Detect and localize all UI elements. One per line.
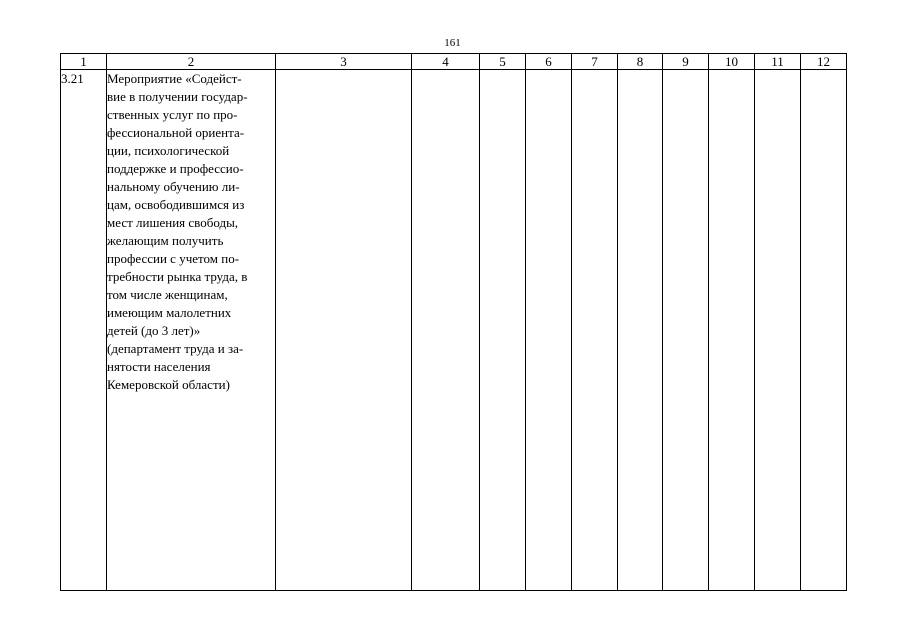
table-cell-col-9 (663, 70, 709, 591)
page-number: 161 (444, 37, 461, 49)
row-number: 3.21 (61, 70, 107, 591)
column-header-2: 2 (107, 54, 276, 70)
measures-table (60, 53, 847, 591)
table-cell-col-4 (412, 70, 480, 591)
table-cell-col-5 (480, 70, 526, 591)
table-cell-col-12 (801, 70, 847, 591)
column-header-5: 5 (480, 54, 526, 70)
column-header-6: 6 (526, 54, 572, 70)
header-row (61, 54, 847, 70)
column-header-4: 4 (412, 54, 480, 70)
table-cell-col-10 (709, 70, 755, 591)
column-header-11: 11 (755, 54, 801, 70)
column-header-8: 8 (618, 54, 663, 70)
column-header-9: 9 (663, 54, 709, 70)
column-header-10: 10 (709, 54, 755, 70)
measure-description: Мероприятие «Содейст- вие в получении государ- ственных услуг по про- фессиональной ориента- ции, психологической поддержке и профессио- нальному обучению ли- цам, освободившимся из мест лишения свободы, желающим получить профессии с учетом по- требности рынка труда, в том числе женщинам, имеющим малолетних детей (до 3 лет)» (департамент труда и за- нятости населения Кемеровской области) (107, 70, 276, 591)
column-header-1: 1 (61, 54, 107, 70)
table-cell-col-8 (618, 70, 663, 591)
column-header-3: 3 (276, 54, 412, 70)
table-cell-col-7 (572, 70, 618, 591)
column-header-12: 12 (801, 54, 847, 70)
column-header-7: 7 (572, 54, 618, 70)
table-cell-col-6 (526, 70, 572, 591)
table-cell-col-11 (755, 70, 801, 591)
table-cell-col-3 (276, 70, 412, 591)
table-row (61, 70, 847, 591)
